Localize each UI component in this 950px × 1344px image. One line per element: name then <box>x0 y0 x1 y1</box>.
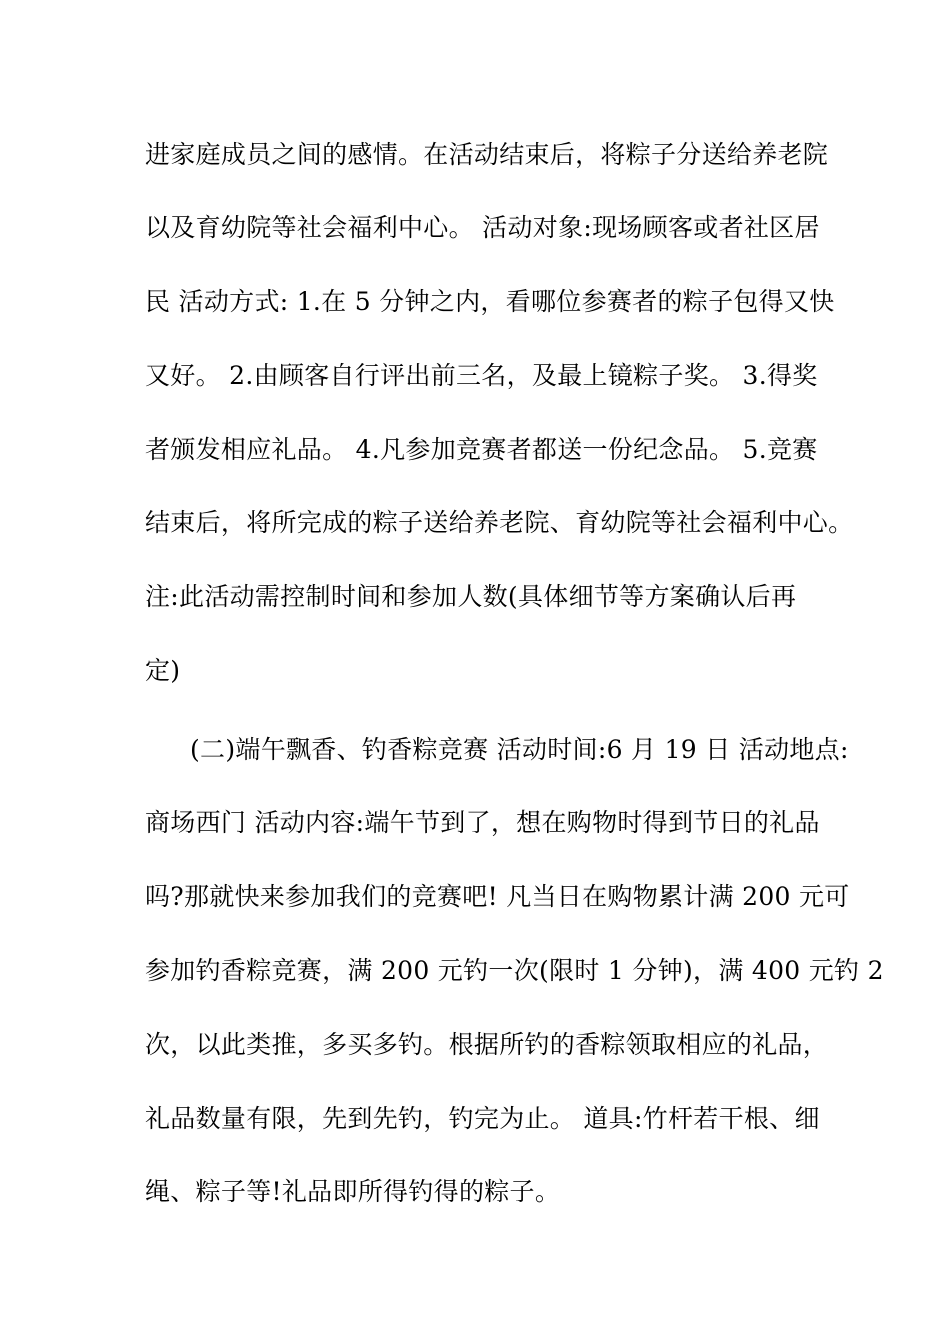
paragraph-2-line-4: 参加钓香粽竞赛，满 200 元钓一次(限时 1 分钟)，满 400 元钓 2 <box>145 956 884 985</box>
paragraph-1-line-7: 注:此活动需控制时间和参加人数(具体细节等方案确认后再 <box>145 582 797 611</box>
paragraph-1-line-4: 又好。 2.由顾客自行评出前三名，及最上镜粽子奖。 3.得奖 <box>145 361 818 390</box>
paragraph-2-line-2: 商场西门 活动内容:端午节到了，想在购物时得到节日的礼品 <box>145 808 820 837</box>
paragraph-2-line-3: 吗?那就快来参加我们的竞赛吧! 凡当日在购物累计满 200 元可 <box>145 882 850 911</box>
paragraph-2-line-6: 礼品数量有限，先到先钓，钓完为止。 道具:竹杆若干根、细 <box>145 1104 820 1133</box>
paragraph-1-line-5: 者颁发相应礼品。 4.凡参加竞赛者都送一份纪念品。 5.竞赛 <box>145 435 818 464</box>
paragraph-1-line-6: 结束后，将所完成的粽子送给养老院、育幼院等社会福利中心。 <box>145 508 854 537</box>
paragraph-1-line-2: 以及育幼院等社会福利中心。 活动对象:现场顾客或者社区居 <box>145 213 820 242</box>
paragraph-2-line-1: (二)端午飘香、钓香粽竞赛 活动时间:6 月 19 日 活动地点: <box>190 735 849 764</box>
paragraph-1-line-1: 进家庭成员之间的感情。在活动结束后，将粽子分送给养老院 <box>145 140 829 169</box>
paragraph-1-line-8: 定) <box>145 656 181 685</box>
paragraph-2-line-7: 绳、粽子等!礼品即所得钓得的粽子。 <box>145 1177 561 1206</box>
paragraph-2-line-5: 次，以此类推，多买多钓。根据所钓的香粽领取相应的礼品， <box>145 1030 829 1059</box>
paragraph-1-line-3: 民 活动方式: 1.在 5 分钟之内，看哪位参赛者的粽子包得又快 <box>145 287 835 316</box>
